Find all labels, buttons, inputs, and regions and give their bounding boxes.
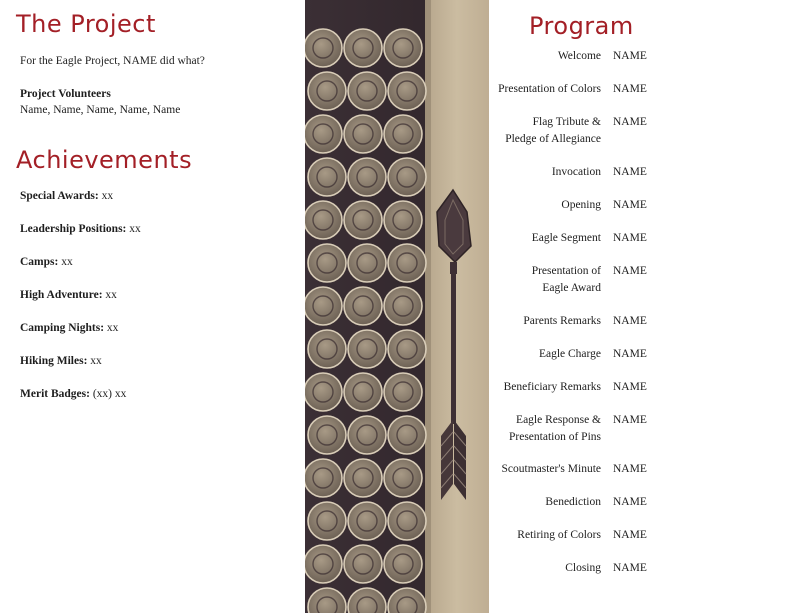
merit-badges: [305, 29, 426, 613]
merit-badge-icon: [305, 29, 342, 67]
merit-badge-icon: [384, 287, 422, 325]
merit-badge-icon: [388, 244, 426, 282]
merit-badge-icon: [308, 244, 346, 282]
achievement-value: xx: [102, 289, 117, 301]
achievement-label: Merit Badges:: [20, 388, 90, 400]
merit-badge-icon: [384, 115, 422, 153]
program-item-label-line: Parents Remarks: [523, 315, 601, 327]
program-item-label-line: Opening: [561, 199, 601, 211]
program-item-name: NAME: [613, 50, 647, 62]
program-item-name: NAME: [613, 496, 647, 508]
program-item-label-line: Welcome: [557, 50, 601, 62]
merit-badge-icon: [388, 330, 426, 368]
program-item-label-line: Eagle Segment: [531, 232, 601, 244]
achievement-label: Hiking Miles:: [20, 355, 88, 367]
merit-badge-icon: [348, 502, 386, 540]
program-item-label: [498, 81, 601, 98]
merit-badge-icon: [305, 287, 342, 325]
merit-badge-icon: [344, 287, 382, 325]
merit-badge-icon: [305, 459, 342, 497]
program-item-label-line: Presentation of Pins: [509, 430, 601, 443]
achievement-item: [20, 322, 118, 334]
merit-badge-icon: [348, 72, 386, 110]
merit-badge-icon: [308, 158, 346, 196]
merit-badge-icon: [344, 545, 382, 583]
achievement-item: [20, 223, 141, 235]
program-item-label-line: Presentation of Colors: [498, 83, 601, 95]
program-item-label-line: Eagle Award: [542, 281, 601, 294]
program-item-label-line: Benediction: [545, 496, 601, 508]
program-item-label: [502, 461, 602, 478]
merit-badge-icon: [348, 158, 386, 196]
program-item-label-line: Eagle Charge: [538, 348, 601, 360]
program-item-label-line: Retiring of Colors: [517, 529, 601, 541]
merit-badge-icon: [384, 373, 422, 411]
merit-badge-sash-photo: [305, 0, 489, 613]
program-item-label: [532, 263, 601, 296]
achievement-label: Special Awards:: [20, 190, 99, 202]
achievement-label: High Adventure:: [20, 289, 103, 301]
achievements-title: Achievements: [16, 146, 193, 174]
program-item-name: NAME: [613, 199, 647, 211]
program-item-name: NAME: [613, 463, 647, 475]
program-item-name: NAME: [613, 232, 647, 244]
program-item-label: [532, 230, 601, 247]
achievement-item: [20, 256, 73, 268]
merit-badge-icon: [348, 416, 386, 454]
volunteers-list: Name, Name, Name, Name, Name: [20, 104, 181, 116]
merit-badge-icon: [384, 29, 422, 67]
merit-badge-icon: [308, 330, 346, 368]
merit-badge-icon: [348, 244, 386, 282]
program-item-label: [552, 164, 601, 181]
achievement-item: [20, 289, 117, 301]
program-item-label: [523, 313, 601, 330]
merit-badge-icon: [305, 201, 342, 239]
merit-badge-icon: [388, 72, 426, 110]
merit-badge-icon: [308, 502, 346, 540]
program-item-name: NAME: [613, 166, 647, 178]
achievement-item: [20, 355, 102, 367]
left-panel: [0, 0, 305, 613]
program-item-label: [509, 412, 601, 445]
achievement-value: xx: [98, 190, 114, 202]
program-item-name: NAME: [613, 529, 647, 541]
program-item-label: [504, 379, 601, 396]
merit-badge-icon: [305, 545, 342, 583]
merit-badge-icon: [388, 158, 426, 196]
program-item-label: [505, 114, 601, 147]
program-item-name: NAME: [613, 315, 647, 327]
program-item-label-line: Pledge of Allegiance: [505, 132, 601, 145]
program-item-label-line: Presentation of: [531, 265, 601, 277]
merit-badge-icon: [384, 545, 422, 583]
project-description: For the Eagle Project, NAME did what?: [20, 55, 205, 67]
program-item-label-line: Eagle Response &: [516, 414, 601, 426]
merit-badge-icon: [344, 459, 382, 497]
achievement-label: Leadership Positions:: [20, 223, 127, 235]
achievement-value: xx: [126, 223, 141, 235]
achievement-value: xx: [104, 322, 119, 334]
merit-badge-icon: [344, 29, 382, 67]
merit-badge-icon: [384, 201, 422, 239]
achievement-label: Camping Nights:: [20, 322, 105, 334]
achievement-value: xx: [87, 355, 102, 367]
achievement-value: xx: [58, 256, 73, 268]
program-item-name: NAME: [613, 348, 647, 360]
merit-badge-icon: [344, 373, 382, 411]
program-item-label: [539, 346, 601, 363]
merit-badge-icon: [305, 373, 342, 411]
achievement-value: (xx) xx: [89, 388, 127, 400]
program-item-name: NAME: [613, 414, 647, 426]
program-item-label-line: Scoutmaster's Minute: [501, 463, 601, 475]
program-item-name: NAME: [613, 562, 647, 574]
achievement-label: Camps:: [20, 256, 59, 268]
program-item-label: [561, 197, 601, 214]
program-item-label: [565, 560, 601, 577]
achievement-item: [20, 388, 126, 400]
merit-badge-icon: [344, 201, 382, 239]
merit-badge-icon: [344, 115, 382, 153]
merit-badge-icon: [308, 416, 346, 454]
project-title: The Project: [16, 10, 156, 38]
merit-badge-icon: [384, 459, 422, 497]
program-title: Program: [529, 12, 634, 40]
program-item-name: NAME: [613, 116, 647, 128]
program-item-label: [517, 527, 601, 544]
program-item-label-line: Beneficiary Remarks: [503, 381, 601, 393]
merit-badge-icon: [305, 115, 342, 153]
program-item-name: NAME: [613, 381, 647, 393]
program-item-label: [545, 494, 601, 511]
program-item-label: [558, 48, 601, 65]
volunteers-heading: Project Volunteers: [20, 88, 111, 100]
right-panel: [489, 0, 794, 613]
program-item-name: NAME: [613, 83, 647, 95]
achievement-item: [20, 190, 113, 202]
merit-badge-icon: [348, 330, 386, 368]
merit-badge-icon: [388, 502, 426, 540]
program-item-label-line: Closing: [565, 562, 601, 574]
program-item-label-line: Flag Tribute &: [532, 116, 601, 128]
merit-badge-icon: [308, 72, 346, 110]
program-item-label-line: Invocation: [551, 166, 601, 178]
arrow-shaft-icon: [451, 274, 456, 424]
merit-badge-icon: [388, 416, 426, 454]
program-item-name: NAME: [613, 265, 647, 277]
